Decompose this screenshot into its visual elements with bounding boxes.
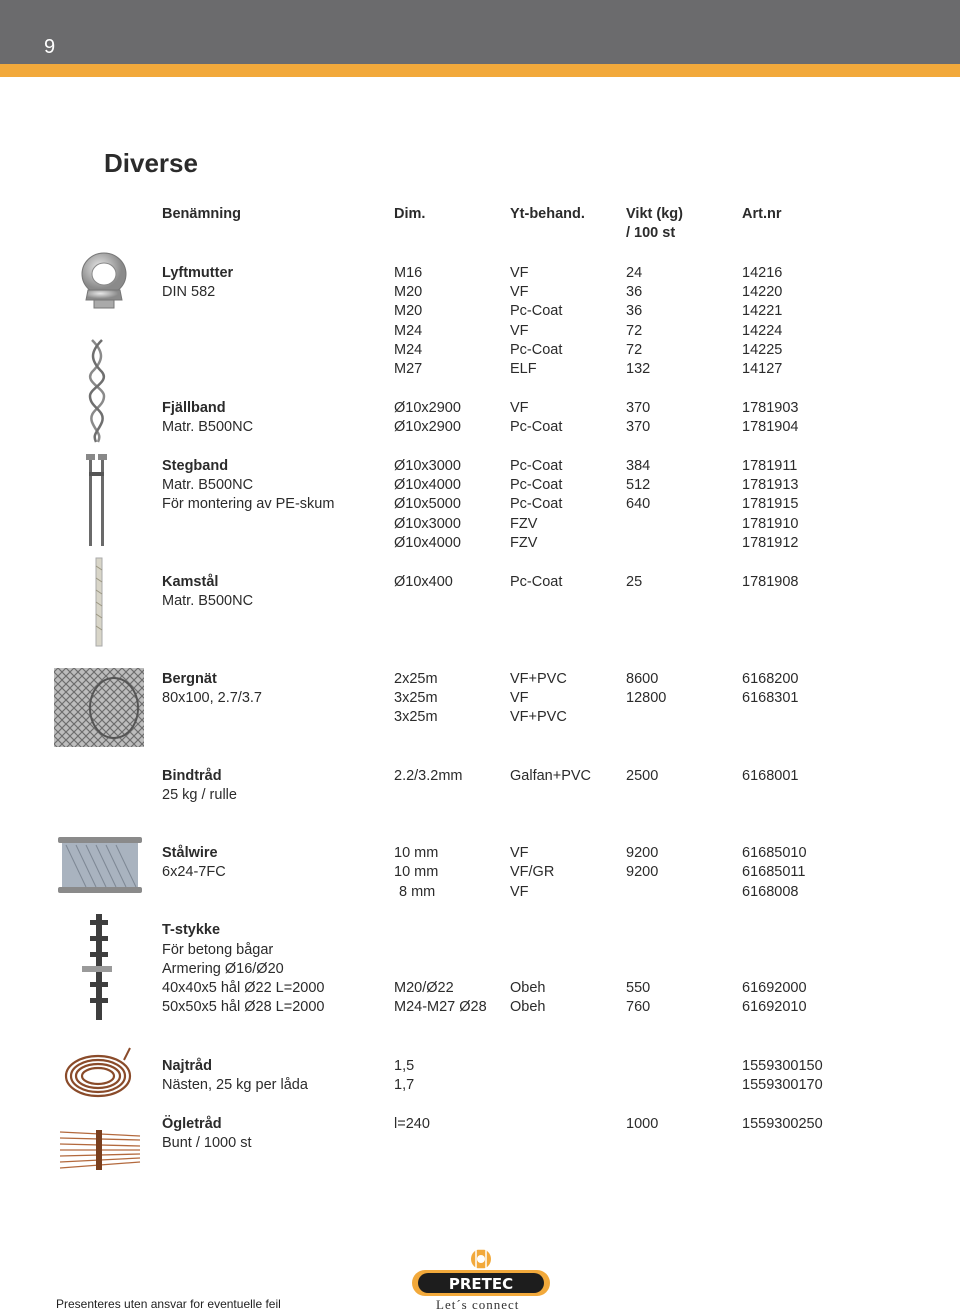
- header-dim: Dim.: [394, 206, 426, 222]
- lifting-eye-nut-image: [76, 250, 132, 312]
- cell: VF: [510, 884, 529, 900]
- cell: 14216: [742, 265, 783, 281]
- page-title: Diverse: [104, 148, 198, 178]
- lyftmutter-sub: DIN 582: [162, 284, 216, 300]
- stegband-image: [86, 452, 108, 548]
- cell: 2500: [626, 768, 659, 784]
- cell: 9200: [626, 845, 659, 861]
- disclaimer: Presenteres uten ansvar for eventuelle feil: [56, 1297, 281, 1311]
- cell: 132: [626, 361, 651, 377]
- cell: Obeh: [510, 980, 546, 996]
- cell: VF: [510, 323, 529, 339]
- cell: 760: [626, 999, 651, 1015]
- stalwire-reel-image: [56, 835, 144, 895]
- cell: 61685011: [742, 864, 806, 880]
- cell: 24: [626, 265, 643, 281]
- fjallband-image: [86, 338, 110, 444]
- stalwire-name: Stålwire: [162, 845, 218, 861]
- header-artnr: Art.nr: [742, 206, 782, 222]
- top-bar: [0, 0, 960, 64]
- cell: Ø10x3000: [394, 458, 461, 474]
- cell: 1559300150: [742, 1058, 823, 1074]
- cell: 14220: [742, 284, 783, 300]
- cell: M20: [394, 284, 423, 300]
- cell: VF: [510, 690, 529, 706]
- cell: 14221: [742, 303, 783, 319]
- cell: 1781915: [742, 496, 799, 512]
- cell: M20: [394, 303, 423, 319]
- cell: 25: [626, 574, 643, 590]
- cell: Pc-Coat: [510, 574, 563, 590]
- cell: 61685010: [742, 845, 807, 861]
- najtrad-coil-image: [62, 1046, 134, 1102]
- cell: 14224: [742, 323, 783, 339]
- header-surface: Yt-behand.: [510, 206, 585, 222]
- cell: 72: [626, 342, 643, 358]
- cell: 9200: [626, 864, 659, 880]
- cell: 61692010: [742, 999, 807, 1015]
- cell: Galfan+PVC: [510, 768, 592, 784]
- cell: 1781911: [742, 458, 798, 474]
- cell: 550: [626, 980, 651, 996]
- cell: Ø10x2900: [394, 400, 461, 416]
- cell: Ø10x400: [394, 574, 453, 590]
- cell: 370: [626, 419, 651, 435]
- cell: 3x25m: [394, 690, 438, 706]
- cell: l=240: [394, 1116, 430, 1132]
- cell: Pc-Coat: [510, 496, 563, 512]
- cell: 61692000: [742, 980, 807, 996]
- tstykke-sub: För betong bågar: [162, 942, 274, 958]
- stegband-sub2: För montering av PE-skum: [162, 496, 335, 512]
- ogletrad-sub: Bunt / 1000 st: [162, 1135, 252, 1151]
- fjallband-name: Fjällband: [162, 400, 226, 416]
- cell: Ø10x3000: [394, 516, 461, 532]
- cell: 3x25m: [394, 709, 438, 725]
- cell: 14127: [742, 361, 783, 377]
- cell: VF/GR: [510, 864, 555, 880]
- cell: 10 mm: [394, 864, 439, 880]
- cell: 1559300170: [742, 1077, 823, 1093]
- cell: 1,7: [394, 1077, 415, 1093]
- accent-stripe: [0, 64, 960, 77]
- cell: Pc-Coat: [510, 342, 563, 358]
- cell: 6168301: [742, 690, 799, 706]
- cell: FZV: [510, 535, 538, 551]
- cell: M27: [394, 361, 423, 377]
- cell: Pc-Coat: [510, 477, 563, 493]
- cell: 1781908: [742, 574, 799, 590]
- cell: Ø10x4000: [394, 535, 461, 551]
- najtrad-name: Najtråd: [162, 1058, 212, 1074]
- cell: 1781913: [742, 477, 799, 493]
- cell: VF: [510, 845, 529, 861]
- slogan: Let´s connect: [436, 1297, 520, 1312]
- page-number: 9: [44, 36, 56, 58]
- cell: 640: [626, 496, 651, 512]
- tstykke-sub2: Armering Ø16/Ø20: [162, 961, 284, 977]
- lyftmutter-name: Lyftmutter: [162, 265, 234, 281]
- cell: 6168008: [742, 884, 799, 900]
- stalwire-sub: 6x24-7FC: [162, 864, 226, 880]
- cell: Ø10x5000: [394, 496, 461, 512]
- cell: 1781903: [742, 400, 799, 416]
- najtrad-sub: Nästen, 25 kg per låda: [162, 1077, 308, 1093]
- cell: 12800: [626, 690, 667, 706]
- cell: 2x25m: [394, 671, 438, 687]
- tstykke-name: T-stykke: [162, 922, 221, 938]
- cell: Ø10x2900: [394, 419, 461, 435]
- ogletrad-bundle-image: [56, 1126, 144, 1172]
- ogletrad-name: Ögletråd: [162, 1116, 222, 1132]
- bergnat-image: [54, 668, 144, 747]
- cell: FZV: [510, 516, 538, 532]
- tstykke-sub3: 40x40x5 hål Ø22 L=2000: [162, 980, 325, 996]
- cell: 6168200: [742, 671, 799, 687]
- bindtrad-sub: 25 kg / rulle: [162, 787, 237, 803]
- tstykke-image: [80, 912, 114, 1022]
- fjallband-sub: Matr. B500NC: [162, 419, 254, 435]
- cell: Pc-Coat: [510, 419, 563, 435]
- cell: Obeh: [510, 999, 546, 1015]
- cell: M24-M27 Ø28: [394, 999, 487, 1015]
- cell: M24: [394, 323, 423, 339]
- header-name: Benämning: [162, 206, 241, 222]
- header-weight: Vikt (kg): [626, 206, 683, 222]
- cell: 36: [626, 303, 643, 319]
- cell: 2.2/3.2mm: [394, 768, 463, 784]
- cell: 14225: [742, 342, 783, 358]
- cell: Ø10x4000: [394, 477, 461, 493]
- cell: M20/Ø22: [394, 980, 454, 996]
- cell: VF: [510, 400, 529, 416]
- cell: VF: [510, 284, 529, 300]
- kamstal-name: Kamstål: [162, 574, 219, 590]
- cell: 384: [626, 458, 651, 474]
- cell: VF: [510, 265, 529, 281]
- header-weight-unit: / 100 st: [626, 225, 676, 241]
- cell: VF+PVC: [510, 709, 567, 725]
- tstykke-sub4: 50x50x5 hål Ø28 L=2000: [162, 999, 325, 1015]
- cell: ELF: [510, 361, 537, 377]
- cell: 10 mm: [394, 845, 439, 861]
- cell: 8600: [626, 671, 659, 687]
- cell: 1781912: [742, 535, 799, 551]
- cell: VF+PVC: [510, 671, 567, 687]
- cell: M24: [394, 342, 423, 358]
- cell: 1559300250: [742, 1116, 823, 1132]
- bergnat-name: Bergnät: [162, 671, 217, 687]
- cell: M16: [394, 265, 423, 281]
- cell: 370: [626, 400, 651, 416]
- cell: 6168001: [742, 768, 799, 784]
- cell: 8 mm: [399, 884, 436, 900]
- cell: 36: [626, 284, 643, 300]
- svg-text:PRETEC: PRETEC: [448, 1275, 514, 1293]
- cell: 1000: [626, 1116, 659, 1132]
- kamstal-sub: Matr. B500NC: [162, 593, 254, 609]
- cell: Pc-Coat: [510, 458, 563, 474]
- stegband-sub: Matr. B500NC: [162, 477, 254, 493]
- cell: 1781910: [742, 516, 799, 532]
- stegband-name: Stegband: [162, 458, 229, 474]
- cell: 72: [626, 323, 643, 339]
- cell: 1781904: [742, 419, 799, 435]
- bergnat-sub: 80x100, 2.7/3.7: [162, 690, 262, 706]
- cell: Pc-Coat: [510, 303, 563, 319]
- bindtrad-name: Bindtråd: [162, 768, 222, 784]
- cell: 1,5: [394, 1058, 415, 1074]
- cell: 512: [626, 477, 651, 493]
- kamstal-image: [92, 556, 106, 648]
